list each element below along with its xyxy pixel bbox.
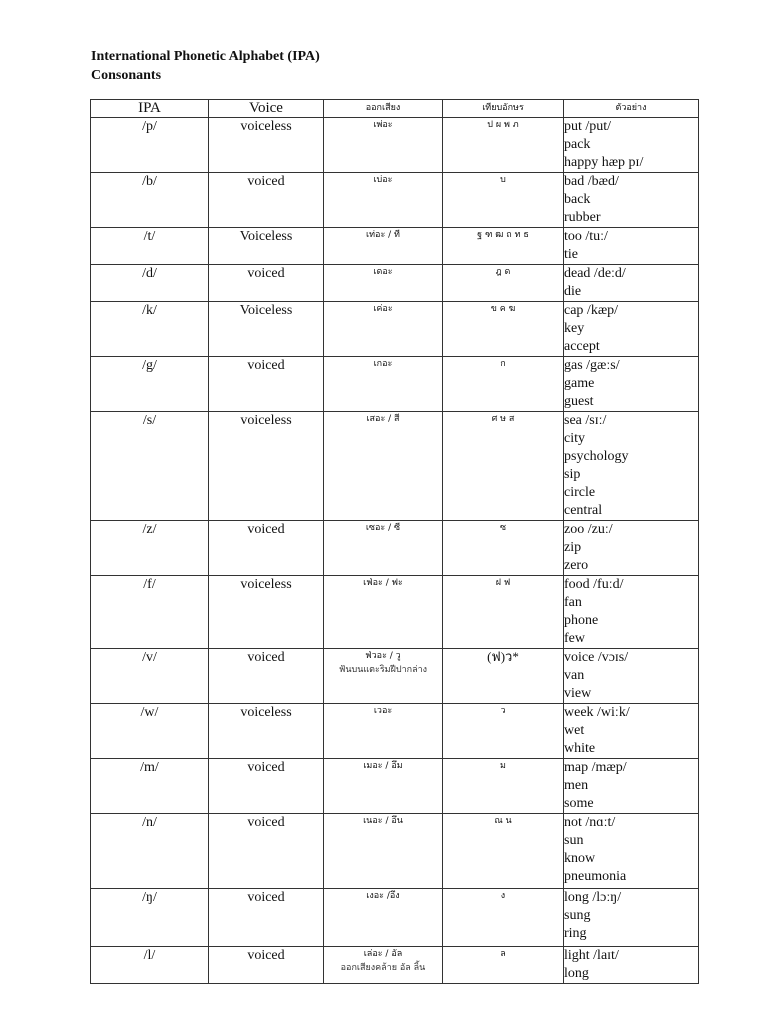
thai-letter-equivalent: ข ค ฆ (443, 302, 564, 357)
example-word: psychology (564, 449, 629, 464)
example-word: sun (564, 833, 584, 848)
ipa-symbol: /p/ (91, 118, 209, 173)
example-word: sea /sɪː/ (564, 413, 607, 428)
example-word: some (564, 796, 594, 811)
voicing: voiceless (209, 576, 324, 649)
thai-pronunciation: เท่อะ / ที (366, 230, 400, 240)
examples-cell (564, 576, 699, 649)
example-word: cap /kæp/ (564, 303, 619, 318)
example-word: ring (564, 926, 587, 941)
thai-pronunciation: เกอะ (373, 359, 393, 369)
ipa-symbol: /k/ (91, 302, 209, 357)
table-row (91, 947, 699, 984)
example-word: white (564, 741, 596, 756)
thai-pronunciation: เนอะ / อึน (363, 816, 403, 826)
thai-letter-equivalent: ฎ ด (443, 265, 564, 302)
example-word: back (564, 192, 591, 207)
example-word: key (564, 321, 585, 336)
pronunciation-note: ออกเสียงคล้าย อัล ลิ้น (340, 963, 426, 973)
thai-letter-equivalent: ศ ษ ส (443, 412, 564, 521)
ipa-symbol: /f/ (91, 576, 209, 649)
table-row (91, 814, 699, 889)
thai-letter-equivalent: ป ผ พ ภ (443, 118, 564, 173)
ipa-symbol: /z/ (91, 521, 209, 576)
thai-letter-equivalent: (ฟ)ว* (443, 649, 564, 704)
header-letter-equivalent: เทียบอักษร (443, 100, 564, 118)
ipa-symbol: /g/ (91, 357, 209, 412)
document-heading (91, 47, 320, 85)
thai-pronunciation: เดอะ (373, 267, 393, 277)
examples-cell (564, 118, 699, 173)
thai-pronunciation: เวอะ (373, 706, 393, 716)
example-word: van (564, 668, 585, 683)
voicing: voiceless (209, 118, 324, 173)
example-word: zip (564, 540, 582, 555)
thai-letter-equivalent: ว (443, 704, 564, 759)
example-word: rubber (564, 210, 601, 225)
voicing: Voiceless (209, 302, 324, 357)
thai-pronunciation-cell (324, 759, 443, 814)
example-word: week /wiːk/ (564, 705, 630, 720)
ipa-symbol: /n/ (91, 814, 209, 889)
thai-pronunciation-cell (324, 265, 443, 302)
thai-pronunciation: เบ่อะ (373, 175, 393, 185)
example-word: sip (564, 467, 581, 482)
voicing: voiced (209, 759, 324, 814)
pronunciation-note: ฟันบนแตะริมฝีปากล่าง (338, 665, 428, 675)
example-word: happy hæp pɪ/ (564, 155, 644, 170)
ipa-symbol: /t/ (91, 228, 209, 265)
table-row (91, 265, 699, 302)
voicing: voiced (209, 814, 324, 889)
thai-letter-equivalent: ม (443, 759, 564, 814)
header-pronunciation: ออกเสียง (324, 100, 443, 118)
thai-pronunciation-cell (324, 173, 443, 228)
example-word: know (564, 851, 596, 866)
thai-letter-equivalent: ซ (443, 521, 564, 576)
example-word: voice /vɔɪs/ (564, 650, 629, 665)
thai-pronunciation-cell (324, 889, 443, 947)
ipa-symbol: /s/ (91, 412, 209, 521)
example-word: sung (564, 908, 591, 923)
example-word: zero (564, 558, 589, 573)
thai-pronunciation-cell (324, 814, 443, 889)
examples-cell (564, 889, 699, 947)
thai-letter-equivalent: ง (443, 889, 564, 947)
thai-pronunciation: เค่อะ (373, 304, 393, 314)
document-subtitle: Consonants (91, 68, 162, 83)
example-word: pack (564, 137, 591, 152)
thai-pronunciation-cell (324, 302, 443, 357)
example-word: guest (564, 394, 594, 409)
table-row (91, 889, 699, 947)
thai-pronunciation-cell (324, 576, 443, 649)
example-word: gas /gæːs/ (564, 358, 620, 373)
example-word: wet (564, 723, 585, 738)
table-row (91, 759, 699, 814)
example-word: long (564, 966, 589, 981)
example-word: phone (564, 613, 599, 628)
example-word: view (564, 686, 592, 701)
examples-cell (564, 814, 699, 889)
voicing: voiced (209, 521, 324, 576)
thai-letter-equivalent: ล (443, 947, 564, 984)
examples-cell (564, 412, 699, 521)
table-row (91, 118, 699, 173)
examples-cell (564, 265, 699, 302)
table-row (91, 173, 699, 228)
header-examples: ตัวอย่าง (564, 100, 699, 118)
examples-cell (564, 759, 699, 814)
table-row (91, 576, 699, 649)
table-row (91, 412, 699, 521)
examples-cell (564, 357, 699, 412)
ipa-symbol: /m/ (91, 759, 209, 814)
example-word: not /nɑːt/ (564, 815, 616, 830)
thai-pronunciation-cell (324, 947, 443, 984)
thai-pronunciation: เงอะ /อึง (366, 891, 400, 901)
example-word: men (564, 778, 589, 793)
voicing: voiced (209, 357, 324, 412)
example-word: city (564, 431, 585, 446)
example-word: long /lɔːŋ/ (564, 890, 622, 905)
example-word: fan (564, 595, 582, 610)
example-word: too /tuː/ (564, 229, 608, 244)
ipa-symbol: /v/ (91, 649, 209, 704)
thai-pronunciation: เล่อะ / อัล (363, 949, 403, 959)
example-word: game (564, 376, 595, 391)
thai-pronunciation-cell (324, 521, 443, 576)
examples-cell (564, 649, 699, 704)
examples-cell (564, 302, 699, 357)
example-word: circle (564, 485, 596, 500)
ipa-consonant-table (90, 99, 699, 984)
thai-pronunciation: เสอะ / สี (366, 414, 400, 424)
example-word: dead /deːd/ (564, 266, 626, 281)
example-word: light /laɪt/ (564, 948, 619, 963)
voicing: voiced (209, 649, 324, 704)
thai-letter-equivalent: ก (443, 357, 564, 412)
ipa-symbol: /b/ (91, 173, 209, 228)
examples-cell (564, 521, 699, 576)
table-row (91, 302, 699, 357)
thai-pronunciation-cell (324, 649, 443, 704)
example-word: bad /bæd/ (564, 174, 619, 189)
voicing: voiced (209, 265, 324, 302)
thai-pronunciation: เมอะ / อึม (363, 761, 403, 771)
example-word: accept (564, 339, 600, 354)
table-row (91, 228, 699, 265)
thai-pronunciation-cell (324, 118, 443, 173)
example-word: map /mæp/ (564, 760, 627, 775)
examples-cell (564, 947, 699, 984)
examples-cell (564, 228, 699, 265)
voicing: Voiceless (209, 228, 324, 265)
example-word: pneumonia (564, 869, 627, 884)
table-header-row (91, 100, 699, 118)
example-word: food /fuːd/ (564, 577, 624, 592)
voicing: voiced (209, 889, 324, 947)
table-row (91, 357, 699, 412)
ipa-symbol: /w/ (91, 704, 209, 759)
thai-pronunciation: เฟ่อะ / ฟะ (363, 578, 403, 588)
thai-letter-equivalent: บ (443, 173, 564, 228)
thai-letter-equivalent: ฝ ฟ (443, 576, 564, 649)
ipa-symbol: /d/ (91, 265, 209, 302)
thai-pronunciation-cell (324, 357, 443, 412)
thai-pronunciation: ฟ่วอะ / วู (365, 651, 401, 661)
header-voice: Voice (209, 100, 324, 118)
table-row (91, 649, 699, 704)
example-word: zoo /zuː/ (564, 522, 613, 537)
example-word: few (564, 631, 585, 646)
example-word: tie (564, 247, 578, 262)
thai-pronunciation: เพ่อะ (373, 120, 393, 130)
header-ipa: IPA (91, 100, 209, 118)
voicing: voiceless (209, 412, 324, 521)
thai-pronunciation-cell (324, 704, 443, 759)
thai-pronunciation-cell (324, 228, 443, 265)
example-word: put /put/ (564, 119, 612, 134)
examples-cell (564, 704, 699, 759)
voicing: voiceless (209, 704, 324, 759)
ipa-symbol: /l/ (91, 947, 209, 984)
thai-letter-equivalent: ณ น (443, 814, 564, 889)
thai-pronunciation: เซอะ / ซี (365, 523, 401, 533)
thai-pronunciation-cell (324, 412, 443, 521)
voicing: voiced (209, 173, 324, 228)
document-title: International Phonetic Alphabet (IPA) (91, 49, 320, 64)
voicing: voiced (209, 947, 324, 984)
thai-letter-equivalent: ฐ ฑ ฒ ถ ท ธ (443, 228, 564, 265)
example-word: central (564, 503, 603, 518)
ipa-symbol: /ŋ/ (91, 889, 209, 947)
table-row (91, 521, 699, 576)
examples-cell (564, 173, 699, 228)
table-row (91, 704, 699, 759)
example-word: die (564, 284, 582, 299)
